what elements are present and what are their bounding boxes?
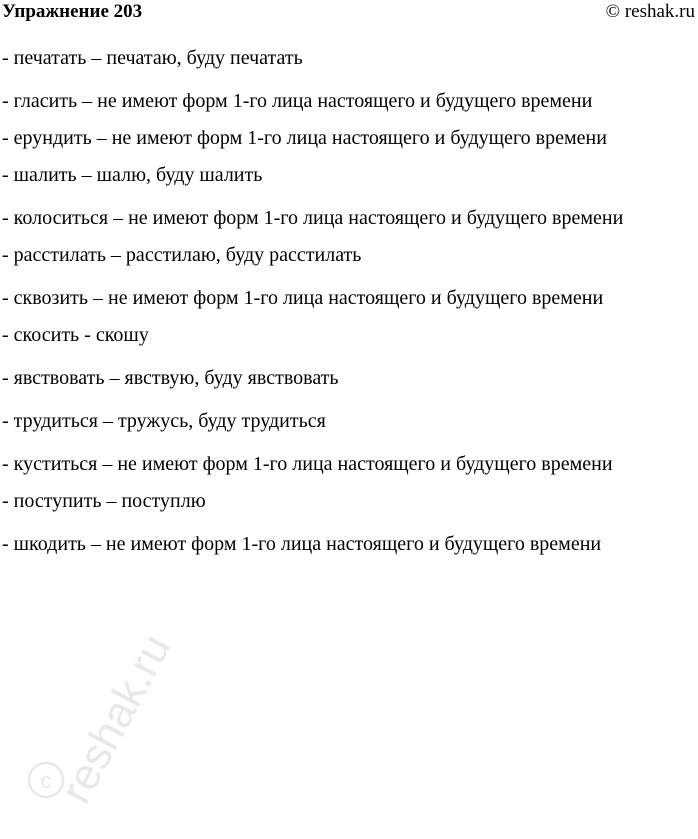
list-item: - ерундить – не имеют форм 1-го лица настоящего и будущего времени (2, 127, 607, 149)
list-item: - шкодить – не имеют форм 1-го лица настоящего и будущего времени (2, 533, 602, 555)
list-item: - сквозить – не имеют форм 1-го лица настоящего и будущего времени (2, 287, 604, 309)
list-item: - шалить – шалю, буду шалить (2, 164, 263, 186)
list-item: - поступить – поступлю (2, 490, 206, 512)
list-item: - расстилать – расстилаю, буду расстилать (2, 244, 362, 266)
list-item: - гласить – не имеют форм 1-го лица настоящего и будущего времени (2, 90, 593, 112)
svg-text:c: c (40, 768, 52, 793)
entry-list (2, 45, 696, 568)
list-item: - печатать – печатаю, буду печатать (2, 47, 303, 69)
list-item: - колоситься – не имеют форм 1-го лица настоящего и будущего времени (2, 207, 624, 229)
list-item: - куститься – не имеют форм 1-го лица настоящего и будущего времени (2, 453, 613, 475)
svg-text:reshak.ru: reshak.ru (51, 626, 181, 812)
list-item: - явствовать – явствую, буду явствовать (2, 367, 339, 389)
source-label: © reshak.ru (605, 1, 695, 22)
exercise-title: Упражнение 203 (2, 1, 143, 22)
list-item: - скосить - скошу (2, 324, 149, 346)
list-item: - трудиться – тружусь, буду трудиться (2, 410, 326, 432)
watermark-logo (18, 620, 218, 820)
